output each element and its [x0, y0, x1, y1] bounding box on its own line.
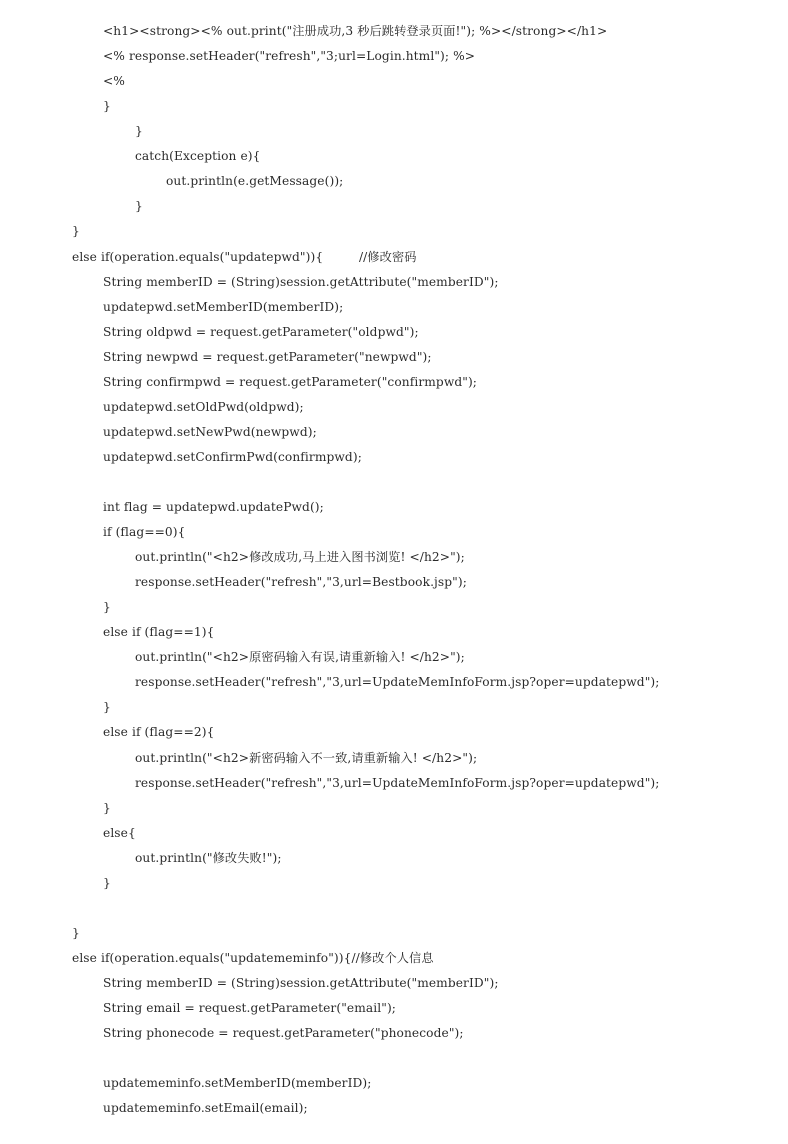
code-line: int flag = updatepwd.updatePwd();: [103, 499, 324, 514]
code-line: }: [103, 800, 111, 815]
code-line: <%: [103, 74, 125, 89]
code-line: }: [135, 199, 143, 214]
code-line: out.println("<h2>新密码输入不一致,请重新输入! </h2>");: [135, 750, 478, 765]
code-line: else{: [103, 825, 136, 840]
code-line: catch(Exception e){: [135, 149, 261, 164]
code-line: String oldpwd = request.getParameter("oldpwd");: [103, 324, 419, 339]
code-line: response.setHeader("refresh","3,url=Bestbook.jsp");: [135, 575, 467, 590]
code-line: String phonecode = request.getParameter("phonecode");: [103, 1026, 464, 1040]
code-line: }: [103, 875, 111, 890]
code-line: response.setHeader("refresh","3,url=UpdateMemInfoForm.jsp?oper=updatepwd");: [135, 675, 660, 690]
code-line: updatepwd.setOldPwd(oldpwd);: [103, 399, 304, 414]
code-line: else if (flag==2){: [103, 725, 215, 740]
code-line: out.println("<h2>原密码输入有误,请重新输入! </h2>");: [135, 650, 465, 665]
code-line: }: [72, 224, 80, 239]
code-line: <% response.setHeader("refresh","3;url=Login.html"); %>: [103, 49, 476, 63]
code-line: <h1><strong><% out.print("注册成功,3 秒后跳转登录页面!"); %></strong></h1>: [103, 24, 608, 38]
code-line: out.println("修改失败!");: [135, 850, 282, 865]
code-line: updatepwd.setConfirmPwd(confirmpwd);: [103, 449, 362, 464]
code-line: updatepwd.setMemberID(memberID);: [103, 299, 344, 314]
code-line: }: [72, 925, 80, 940]
code-line: String memberID = (String)session.getAttribute("memberID");: [103, 975, 499, 990]
code-line: out.println("<h2>修改成功,马上进入图书浏览! </h2>");: [135, 550, 465, 565]
code-line: updatememinfo.setMemberID(memberID);: [103, 1076, 372, 1091]
code-line: updatepwd.setNewPwd(newpwd);: [103, 424, 317, 439]
code-line: String confirmpwd = request.getParameter("confirmpwd");: [103, 374, 478, 389]
code-line: else if (flag==1){: [103, 625, 215, 640]
code-line: out.println(e.getMessage());: [166, 174, 344, 189]
code-line: }: [135, 124, 143, 139]
code-line: String email = request.getParameter("email");: [103, 1001, 396, 1015]
code-line: updatememinfo.setEmail(email);: [103, 1101, 308, 1116]
code-line: }: [103, 600, 111, 615]
code-line: response.setHeader("refresh","3,url=UpdateMemInfoForm.jsp?oper=updatepwd");: [135, 775, 660, 790]
code-line: String newpwd = request.getParameter("newpwd");: [103, 349, 432, 364]
code-line: }: [103, 99, 111, 114]
code-line: else if(operation.equals("updatepwd")){ //修改密码: [72, 249, 417, 264]
code-line: if (flag==0){: [103, 525, 186, 539]
code-line: String memberID = (String)session.getAttribute("memberID");: [103, 274, 499, 289]
code-line: else if(operation.equals("updatememinfo")){//修改个人信息: [72, 950, 434, 965]
code-line: }: [103, 700, 111, 715]
